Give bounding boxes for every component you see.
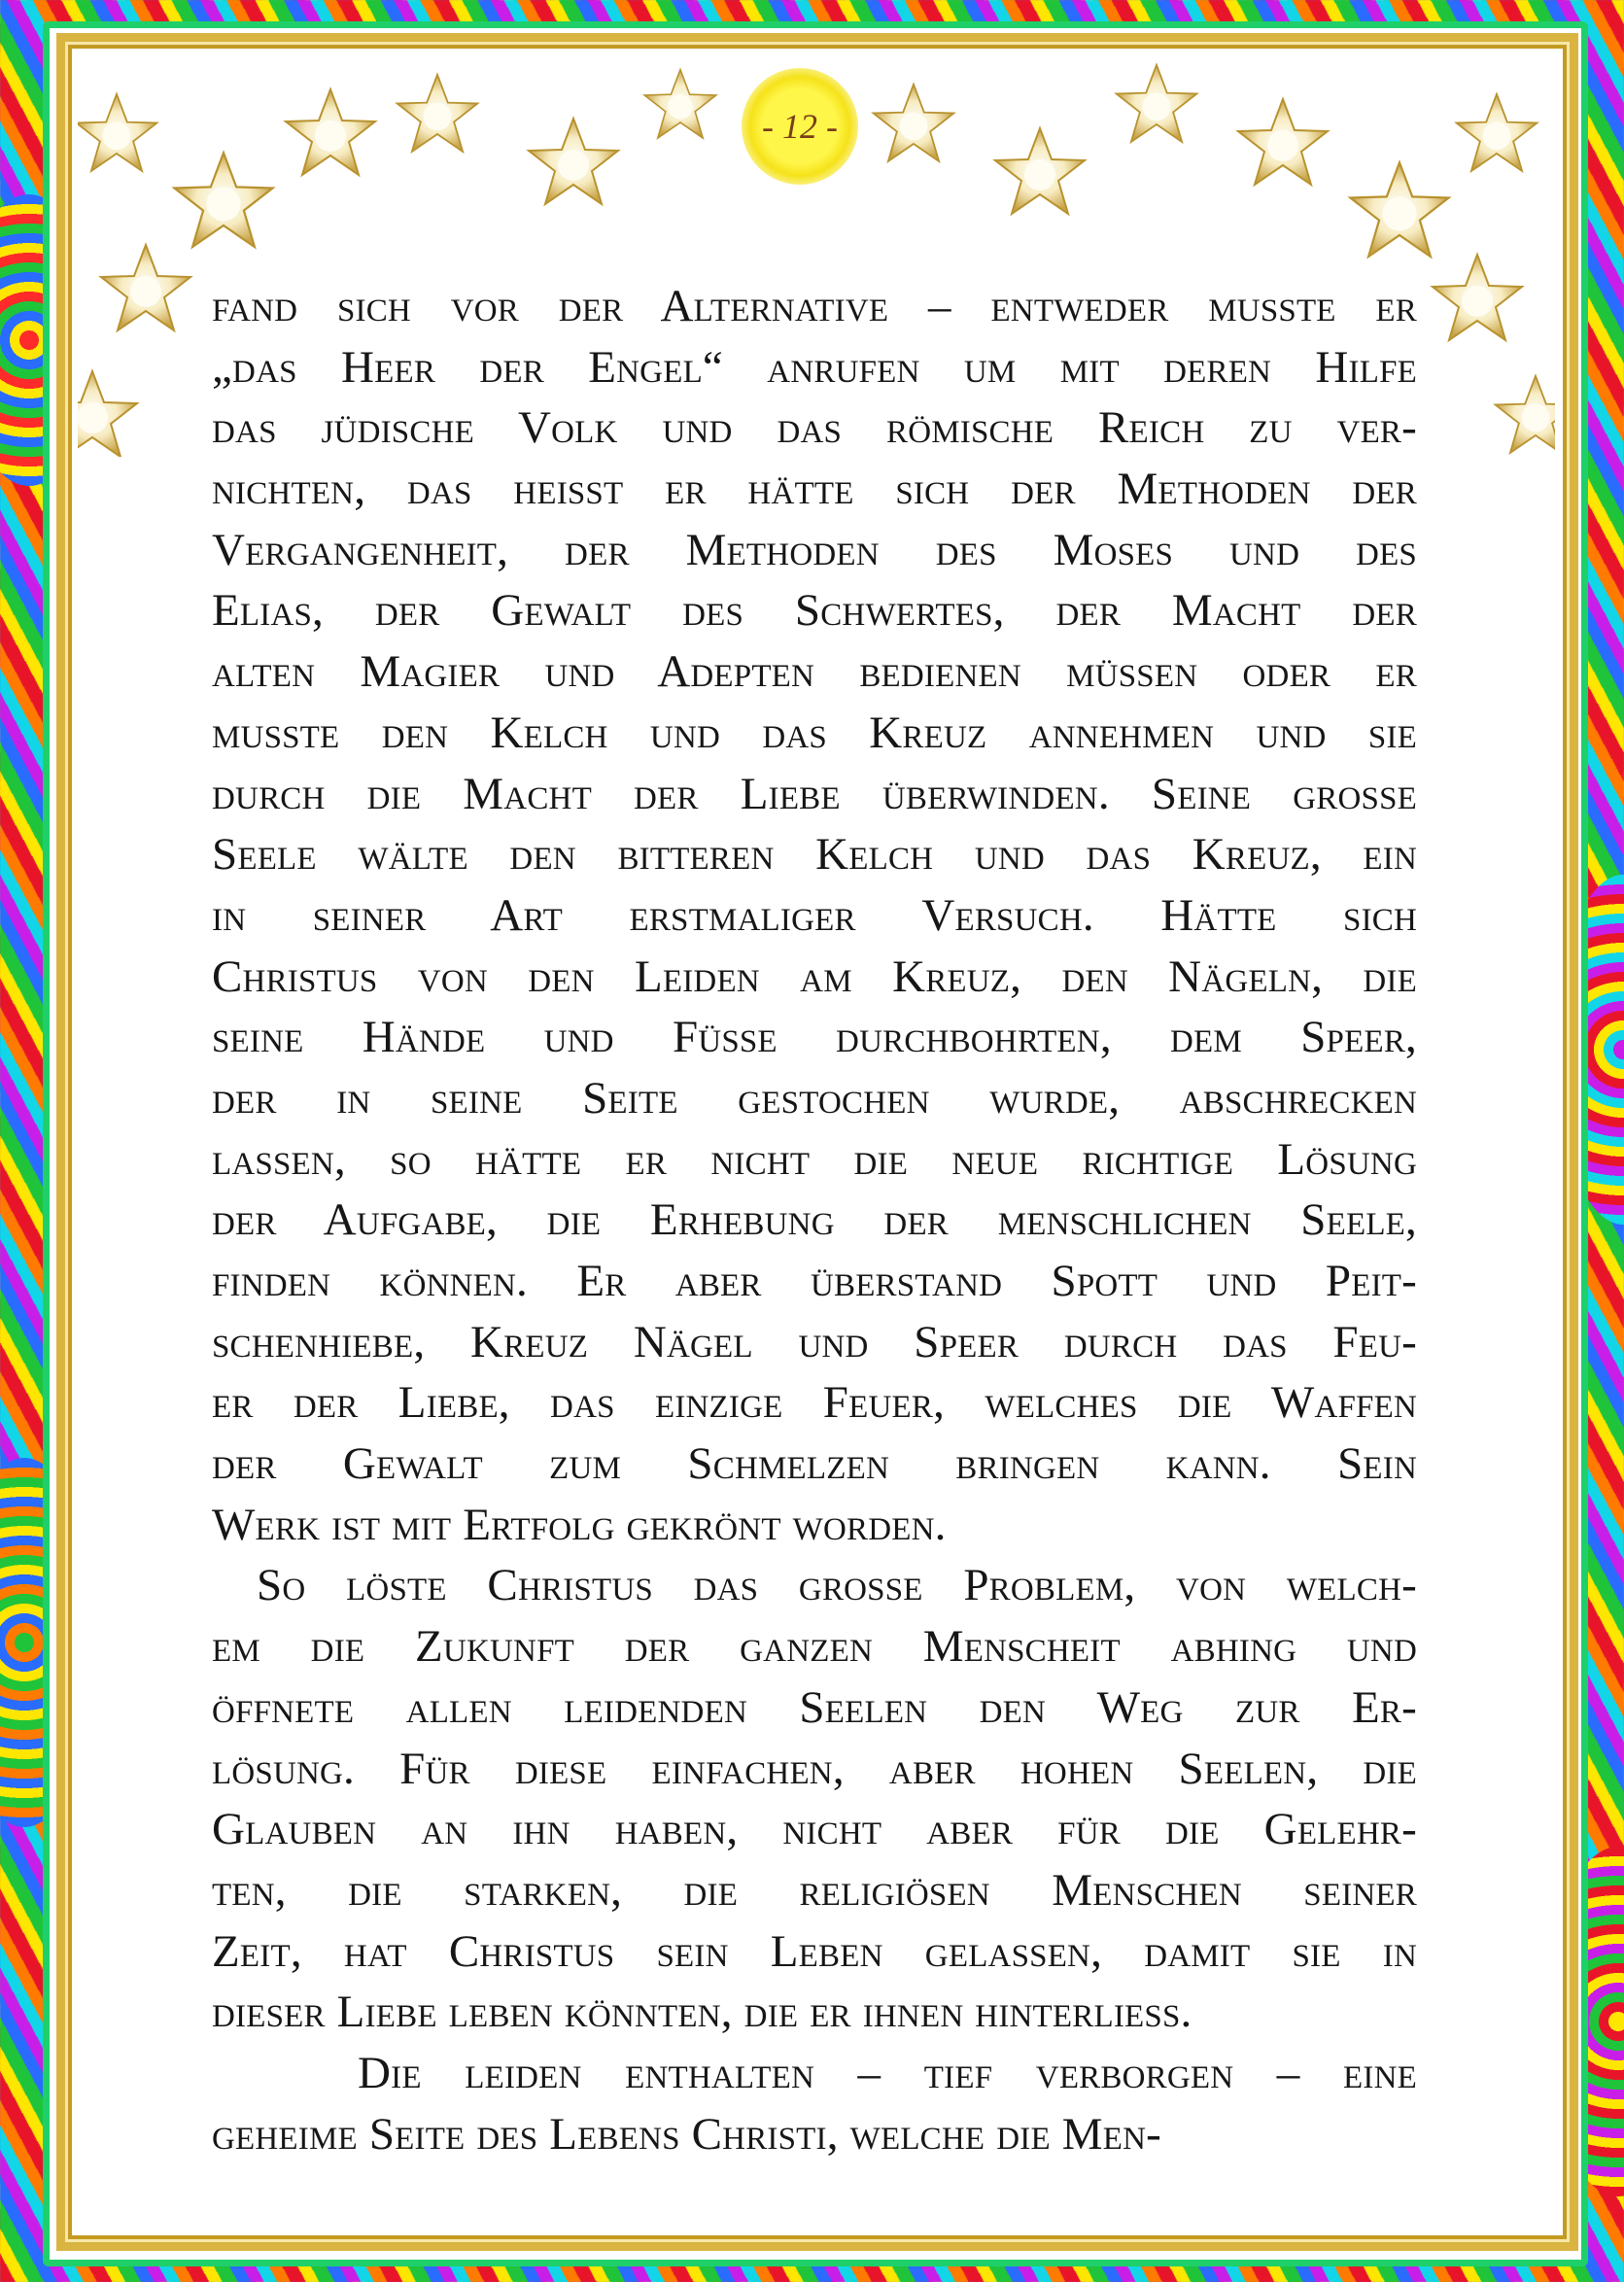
text-line: dieser Liebe leben könnten, die er ihnen hinterliess. [212, 1987, 1192, 2038]
text-line: ten, die starken, die religiösen Menschen seiner [212, 1864, 1417, 1916]
text-line: Zeit, hat Christus sein Leben gelassen, damit sie in [212, 1925, 1417, 1977]
text-line: er der Liebe, das einzige Feuer, welches die Waffen [212, 1377, 1417, 1429]
text-line: Werk ist mit Ertfolg gekrönt worden. [212, 1499, 947, 1550]
text-line: der Gewalt zum Schmelzen bringen kann. Sein [212, 1438, 1417, 1490]
text-line: em die Zukunft der ganzen Menscheit abhing und [212, 1621, 1417, 1673]
text-line: fand sich vor der Alternative – entweder musste er [212, 281, 1417, 331]
text-line: Vergangenheit, der Methoden des Moses und des [212, 524, 1417, 575]
text-line: Seele wälte den bitteren Kelch und das Kreuz, ein [212, 829, 1417, 881]
text-line: nichten, das heisst er hätte sich der Methoden der [212, 464, 1417, 515]
text-line: geheime Seite des Lebens Christi, welche die Men- [212, 2108, 1161, 2160]
text-line: der Aufgabe, die Erhebung der menschlichen Seele, [212, 1194, 1417, 1246]
text-line: schenhiebe, Kreuz Nägel und Speer durch das Feu- [212, 1316, 1417, 1367]
text-line: lösung. Für diese einfachen, aber hohen Seelen, die [212, 1743, 1417, 1794]
text-line: finden können. Er aber überstand Spott und Peit- [212, 1256, 1417, 1306]
text-line: seine Hände und Füsse durchbohrten, dem Speer, [212, 1012, 1417, 1063]
text-line: musste den Kelch und das Kreuz annehmen und sie [212, 707, 1417, 758]
text-line: Elias, der Gewalt des Schwertes, der Macht der [212, 585, 1417, 637]
text-line: alten Magier und Adepten bedienen müssen oder er [212, 646, 1417, 698]
text-line: öffnete allen leidenden Seelen den Weg zur Er- [212, 1681, 1417, 1733]
text-line: So löste Christus das grosse Problem, von welch- [257, 1560, 1417, 1611]
page-number: - 12 - [742, 68, 858, 185]
text-line: „das Heer der Engel“ anrufen um mit deren Hilfe [212, 341, 1417, 393]
text-line: durch die Macht der Liebe überwinden. Seine grosse [212, 768, 1417, 819]
text-line: in seiner Art erstmaliger Versuch. Hätte sich [212, 889, 1417, 941]
text-line: Die leiden enthalten – tief verborgen – eine [358, 2047, 1417, 2098]
body-text [212, 276, 1417, 2164]
text-line: lassen, so hätte er nicht die neue richtige Lösung [212, 1133, 1417, 1185]
text-line: das jüdische Volk und das römische Reich zu ver- [212, 402, 1417, 454]
text-line: Christus von den Leiden am Kreuz, den Nägeln, die [212, 951, 1417, 1002]
text-line: Glauben an ihn haben, nicht aber für die Gelehr- [212, 1804, 1417, 1855]
text-line: der in seine Seite gestochen wurde, abschrecken [212, 1072, 1417, 1124]
